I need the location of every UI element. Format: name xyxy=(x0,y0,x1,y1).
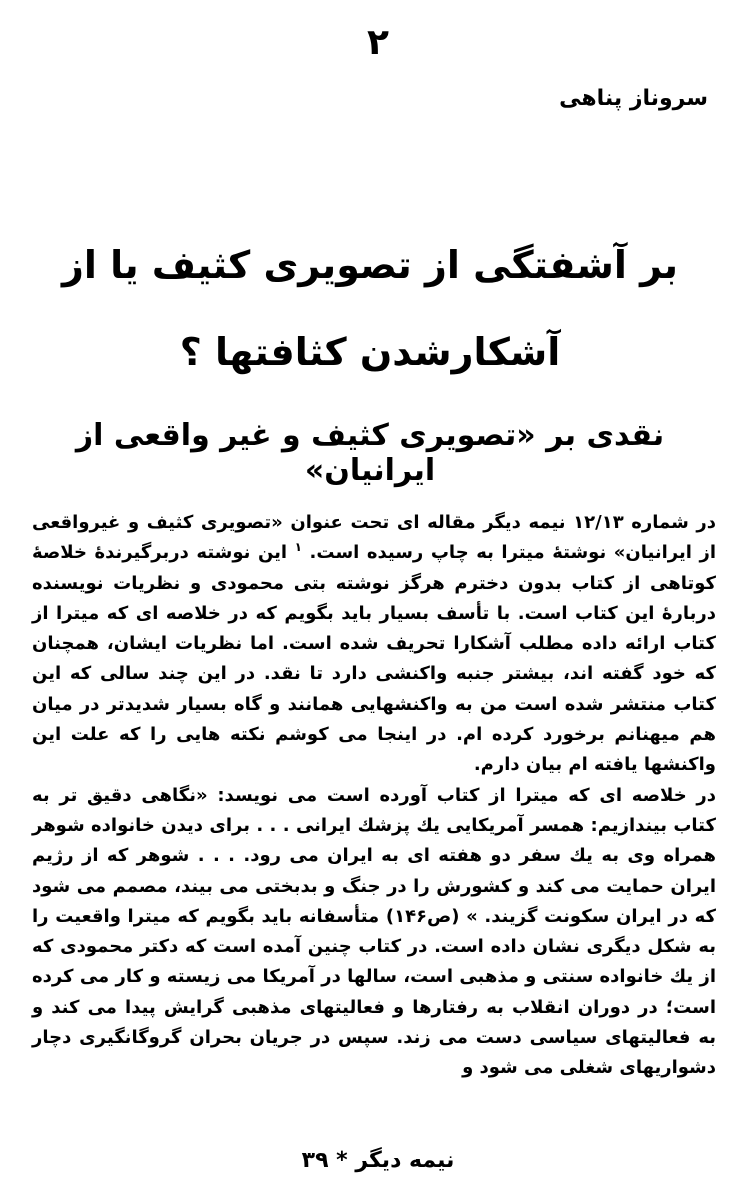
paragraph-1-part-1: در شماره ۱۲/۱۳ نیمه دیگر مقاله ای تحت عنوان «تصویری کثیف و غیرواقعی از ایرانیان» نوشتهٔ میترا به چاپ رسیده است. xyxy=(32,512,716,564)
footnote-marker: ۱ xyxy=(294,540,302,555)
paragraph-1-part-2: این نوشته دربرگیرندهٔ خلاصهٔ کوتاهی از کتاب بدون دخترم هرگز نوشته بتی محمودی و نظریات نویسنده دربارهٔ این کتاب است. با تأسف بسیار باید بگویم که در خلاصه ای که میترا از کتاب ارائه داده مطلب آشکارا تحریف شده است. اما نظریات ایشان، همچنان که خود گفته اند، بیشتر جنبه واکنشی دارد تا نقد. در این چند سالی که این کتاب منتشر شده است من به واکنشهایی همانند و گاه بسیار شدیدتر در میان هم میهنانم برخورد کرده ام. در اینجا می کوشم نکته هایی را که علت این واکنشها یافته ام بیان دارم. xyxy=(32,542,716,776)
article-body xyxy=(32,508,716,1084)
page-footer: نیمه دیگر * ۳۹ xyxy=(301,1148,455,1173)
paragraph-2: در خلاصه ای که میترا از کتاب آورده است می نویسد: «نگاهی دقیق تر به کتاب بیندازیم: همسر آمریکایی یك پزشك ایرانی . . . برای دیدن خانواده شوهر همراه وی به یك سفر دو هفته ای به ایران می رود. . . . شوهر که از رژیم ایران حمایت می کند و کشورش را در جنگ و بدبختی می بیند، مصمم می شود که در ایران سکونت گزیند. » (ص۱۴۶) متأسفانه باید بگویم که میترا واقعیت را به شکل دیگری نشان داده است. در کتاب چنین آمده است که دکتر محمودی که از یك خانواده سنتی و مذهبی است، سالها در آمریکا می زیسته و کار می کرده است؛ در دوران انقلاب به رفتارها و فعالیتهای مذهبی گرایش پیدا می کند و به فعالیتهای سیاسی دست می زند. سپس در جریان بحران گروگانگیری دچار دشواریهای شغلی می شود و xyxy=(32,784,716,1079)
paragraph-1 xyxy=(32,508,716,781)
article-subtitle: نقدی بر «تصویری کثیف و غیر واقعی از ایرانیان» xyxy=(75,418,665,488)
chapter-number: ۲ xyxy=(367,22,389,63)
author-name: سروناز پناهی xyxy=(559,86,708,111)
article-title: بر آشفتگی از تصویری کثیف یا از آشکارشدن کثافتها ؟ xyxy=(61,243,679,374)
